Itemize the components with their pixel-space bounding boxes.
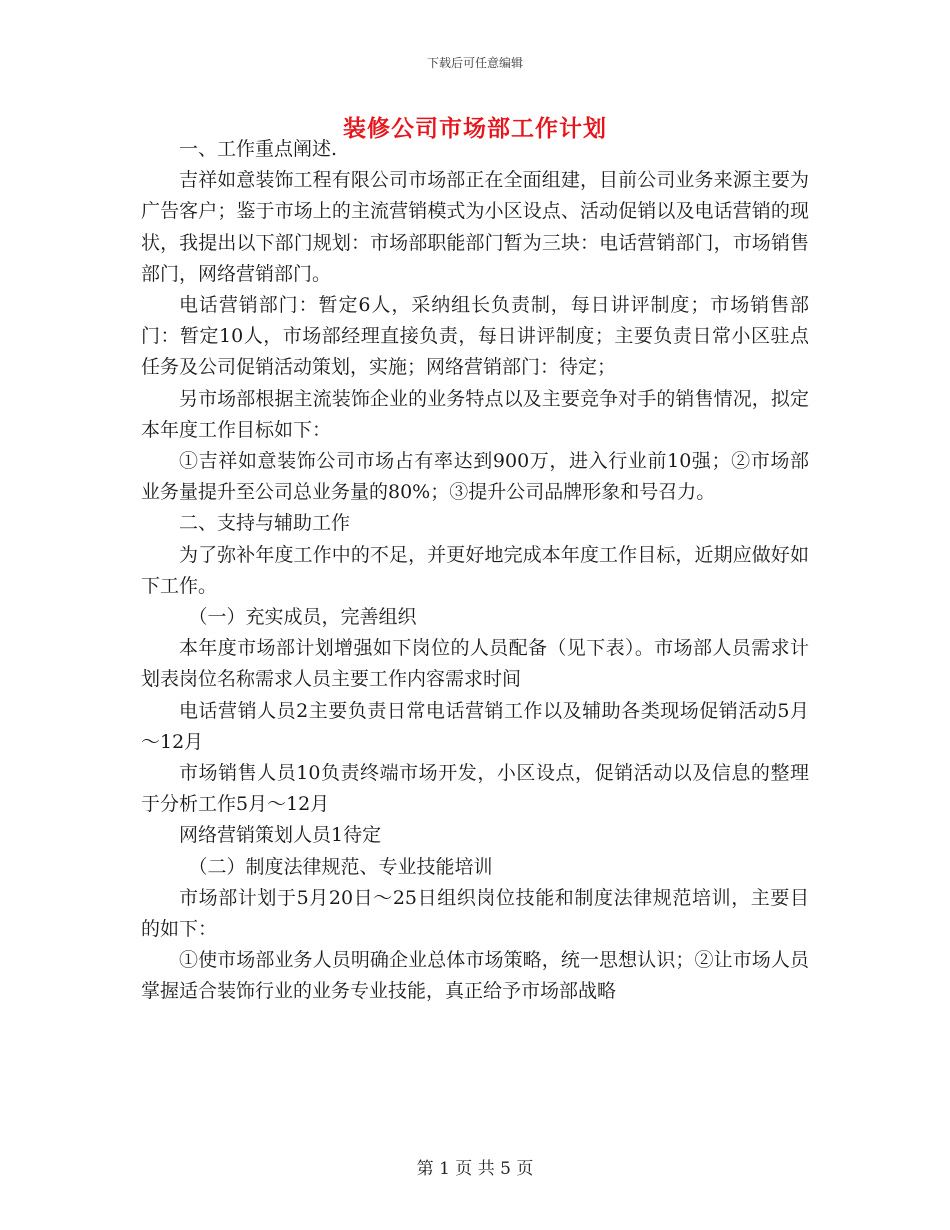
paragraph: 电话营销部门：暂定6人，采纳组长负责制，每日讲评制度；市场销售部门：暂定10人，市场部经理直接负责，每日讲评制度；主要负责日常小区驻点任务及公司促销活动策划，实施；网络营销部门：待定； — [141, 294, 809, 379]
paragraph: 为了弥补年度工作中的不足，并更好地完成本年度工作目标，近期应做好如下工作。 — [141, 543, 809, 597]
page-header-note: 下载后可任意编辑 — [426, 56, 523, 70]
page-number-footer: 第 1 页 共 5 页 — [416, 1159, 534, 1179]
paragraph: 市场销售人员10负责终端市场开发，小区设点，促销活动以及信息的整理于分析工作5月～12月 — [141, 762, 809, 816]
paragraph: 电话营销人员2主要负责日常电话营销工作以及辅助各类现场促销活动5月～12月 — [141, 699, 809, 753]
paragraph: 吉祥如意装饰工程有限公司市场部正在全面组建，目前公司业务来源主要为广告客户；鉴于市场上的主流营销模式为小区设点、活动促销以及电话营销的现状，我提出以下部门规划：市场部职能部门暂为三块：电话营销部门，市场销售部门，网络营销部门。 — [141, 169, 809, 285]
paragraph: 网络营销策划人员1待定 — [179, 824, 382, 847]
paragraph: ①吉祥如意装饰公司市场占有率达到900万，进入行业前10强；②市场部业务量提升至公司总业务量的80%；③提升公司品牌形象和号召力。 — [141, 450, 809, 504]
subsection-heading-1: （一）充实成员，完善组织 — [188, 606, 417, 629]
paragraph: ①使市场部业务人员明确企业总体市场策略，统一思想认识；②让市场人员掌握适合装饰行业的业务专业技能，真正给予市场部战略 — [141, 949, 809, 1003]
paragraph: 本年度市场部计划增强如下岗位的人员配备（见下表）。市场部人员需求计划表岗位名称需求人员主要工作内容需求时间 — [141, 637, 809, 691]
paragraph: 市场部计划于5月20日～25日组织岗位技能和制度法律规范培训，主要目的如下： — [141, 886, 809, 941]
document-body — [141, 134, 809, 1008]
paragraph: 另市场部根据主流装饰企业的业务特点以及主要竞争对手的销售情况，拟定本年度工作目标如下： — [141, 387, 809, 441]
section-heading-1: 一、工作重点阐述. — [179, 138, 338, 160]
subsection-heading-2: （二）制度法律规范、专业技能培训 — [188, 855, 493, 878]
section-heading-2: 二、支持与辅助工作 — [179, 512, 351, 535]
document-title: 装修公司市场部工作计划 — [343, 115, 607, 142]
